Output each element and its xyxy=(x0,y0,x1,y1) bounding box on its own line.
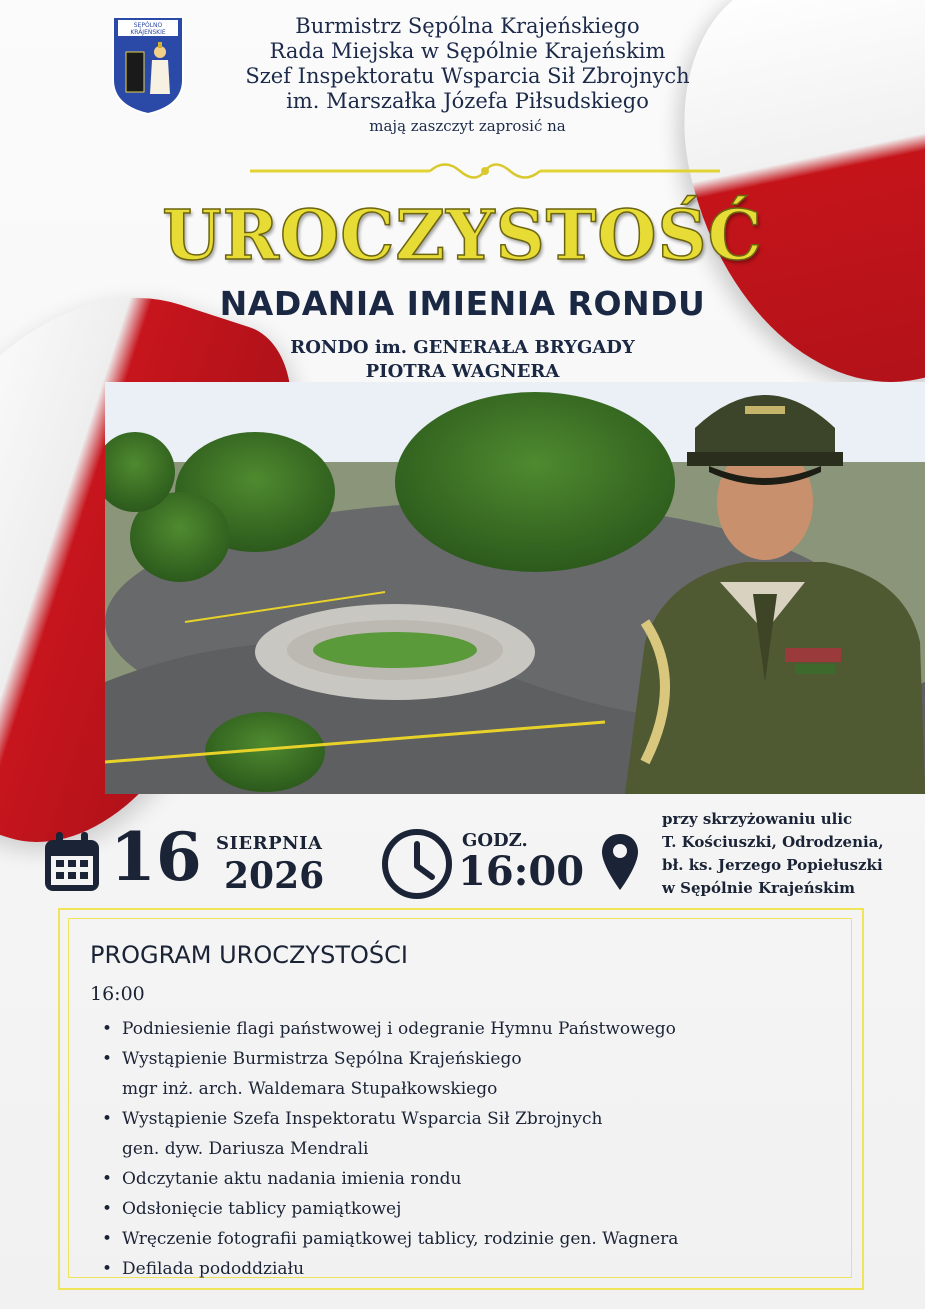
program-item: • Wystąpienie Burmistrza Sępólna Krajeńskiego mgr inż. arch. Waldemara Stupałkowskiego xyxy=(98,1044,678,1104)
address-line: bł. ks. Jerzego Popiełuszki xyxy=(662,856,883,874)
event-subtitle: NADANIA IMIENIA RONDU xyxy=(219,284,706,323)
program-item-text: Wystąpienie Szefa Inspektoratu Wsparcia Sił Zbrojnych xyxy=(122,1109,603,1129)
program-item-text: Wystąpienie Burmistrza Sępólna Krajeńskiego xyxy=(122,1049,522,1069)
program-title: PROGRAM UROCZYSTOŚCI xyxy=(90,941,408,969)
program-item: • Podniesienie flagi państwowej i odegranie Hymnu Państwowego xyxy=(102,1019,676,1039)
svg-text:KRAJEŃSKIE: KRAJEŃSKIE xyxy=(130,29,166,36)
program-item: • Odczytanie aktu nadania imienia rondu xyxy=(102,1169,462,1189)
program-item-text: Odczytanie aktu nadania imienia rondu xyxy=(122,1169,462,1189)
program-item: • Wręczenie fotografii pamiątkowej tablicy, rodzinie gen. Wagnera xyxy=(102,1229,679,1249)
event-year: 2026 xyxy=(224,855,325,897)
program-item-text: Defilada pododdziału xyxy=(122,1259,305,1279)
program-item-text: Odsłonięcie tablicy pamiątkowej xyxy=(122,1199,402,1219)
svg-text:SĘPÓLNO: SĘPÓLNO xyxy=(133,22,163,29)
rondo-name-line: RONDO im. GENERAŁA BRYGADY xyxy=(290,337,635,358)
organizer-line: im. Marszałka Józefa Piłsudskiego xyxy=(286,89,649,113)
rondo-name xyxy=(0,336,925,384)
gold-ornament-divider xyxy=(250,158,720,184)
program-item: • Wystąpienie Szefa Inspektoratu Wsparcia Sił Zbrojnych gen. dyw. Dariusza Mendrali xyxy=(98,1104,678,1164)
rondo-name-line: PIOTRA WAGNERA xyxy=(365,361,560,382)
program-item: • Defilada pododdziału xyxy=(102,1259,305,1279)
time-label: GODZ. xyxy=(462,830,528,851)
program-item-text: Podniesienie flagi państwowej i odegranie Hymnu Państwowego xyxy=(122,1019,676,1039)
event-title: UROCZYSTOŚĆ xyxy=(162,196,763,276)
program-item-text: gen. dyw. Dariusza Mendrali xyxy=(122,1139,369,1159)
program-item-text: Wręczenie fotografii pamiątkowej tablicy, rodzinie gen. Wagnera xyxy=(122,1229,679,1249)
address-line: przy skrzyżowaniu ulic xyxy=(662,810,853,828)
address-line: w Sępólnie Krajeńskim xyxy=(662,879,856,897)
header-organizers xyxy=(200,14,735,136)
event-month: SIERPNIA xyxy=(216,833,323,854)
organizer-line: Rada Miejska w Sępólnie Krajeńskim xyxy=(269,39,666,63)
event-time: 16:00 xyxy=(458,848,585,895)
organizer-line: Szef Inspektoratu Wsparcia Sił Zbrojnych xyxy=(245,64,690,88)
event-address xyxy=(662,808,884,900)
invitation-line: mają zaszczyt zaprosić na xyxy=(369,117,566,135)
location-pin-icon xyxy=(600,832,640,892)
clock-icon xyxy=(380,827,454,901)
calendar-icon xyxy=(42,830,102,894)
organizer-line: Burmistrz Sępólna Krajeńskiego xyxy=(295,14,640,38)
program-start-time: 16:00 xyxy=(90,983,145,1005)
address-line: T. Kościuszki, Odrodzenia, xyxy=(662,833,884,851)
town-crest-logo xyxy=(110,14,186,116)
program-item: • Odsłonięcie tablicy pamiątkowej xyxy=(102,1199,402,1219)
program-item-text: mgr inż. arch. Waldemara Stupałkowskiego xyxy=(122,1079,498,1099)
program-list xyxy=(98,1014,678,1284)
roundabout-photo xyxy=(105,382,925,794)
event-day: 16 xyxy=(110,818,202,896)
